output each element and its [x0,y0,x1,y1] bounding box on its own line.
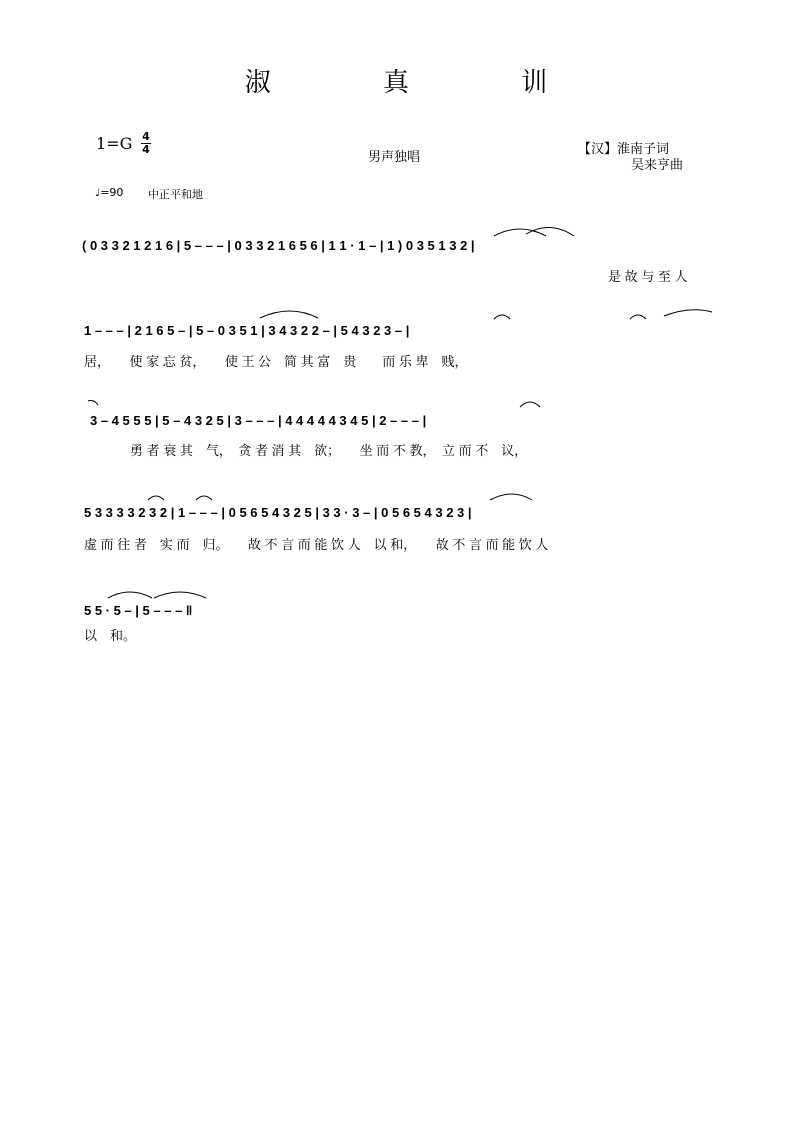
score-line [84,323,468,370]
slur-arc [526,227,574,236]
score-line [84,505,548,553]
lyric-line-3: 勇 者 衰 其 气， 贪 者 消 其 欲； 坐 而 不 教， 立 而 不 议， [130,443,528,458]
slur-arc [494,229,546,236]
slur-arc [494,315,510,319]
key-signature: 1=G [96,134,133,153]
score-line [90,413,527,459]
slur-arc [88,401,98,406]
slur-arc [520,402,540,407]
lyricist-credit: 【汉】淮南子词 [578,142,670,157]
score-line [84,603,192,643]
tempo-marking: ♩=90 [95,186,124,199]
slur-arc [630,315,646,319]
slur-arc [154,592,206,598]
slur-arc [260,311,318,318]
slur-arc [148,496,164,500]
lyric-line-1: 是 故 与 至 人 [608,269,688,284]
song-title: 淑 真 训 [244,68,600,98]
time-signature-top: 4 [142,130,150,143]
notation-line-5: 5 5 · 5 – | 5 – – – ‖ [84,603,193,618]
slur-arc [664,310,712,316]
slur-arc [196,496,212,500]
lyric-line-2: 居， 使 家 忘 贫， 使 王 公 简 其 富 贵 而 乐 卑 贱， [84,354,468,369]
score-line [82,238,687,284]
performer-label: 男声独唱 [368,150,421,165]
slur-arc [490,494,532,500]
time-signature-bottom: 4 [142,143,150,156]
notation-line-3: 3 – 4 5 5 5 | 5 – 4 3 2 5 | 3 – – – | 4 4 4 4 4 3 4 5 | 2 – – – | [90,413,427,428]
notation-line-1: ( 0 3 3 2 1 2 1 6 | 5 – – – | 0 3 3 2 1 6 5 6 | 1 1 · 1 – | 1 ) 0 3 5 1 3 2 | [82,238,475,253]
lyric-line-4: 虚 而 往 者 实 而 归。 故 不 言 而 能 饮 人 以 和， 故 不 言 而 能 饮 人 [84,537,549,552]
notation-line-2: 1 – – – | 2 1 6 5 – | 5 – 0 3 5 1 | 3 4 3 2 2 – | 5 4 3 2 3 – | [84,323,410,338]
lyric-line-5: 以 和。 [84,628,137,643]
notation-line-4: 5 3 3 3 3 2 3 2 | 1 – – – | 0 5 6 5 4 3 2 5 | 3 3 · 3 – | 0 5 6 5 4 3 2 3 | [84,505,472,520]
composer-credit: 吴来亨曲 [631,158,684,173]
slur-arc [108,592,152,598]
expression-marking: 中正平和地 [148,188,203,201]
